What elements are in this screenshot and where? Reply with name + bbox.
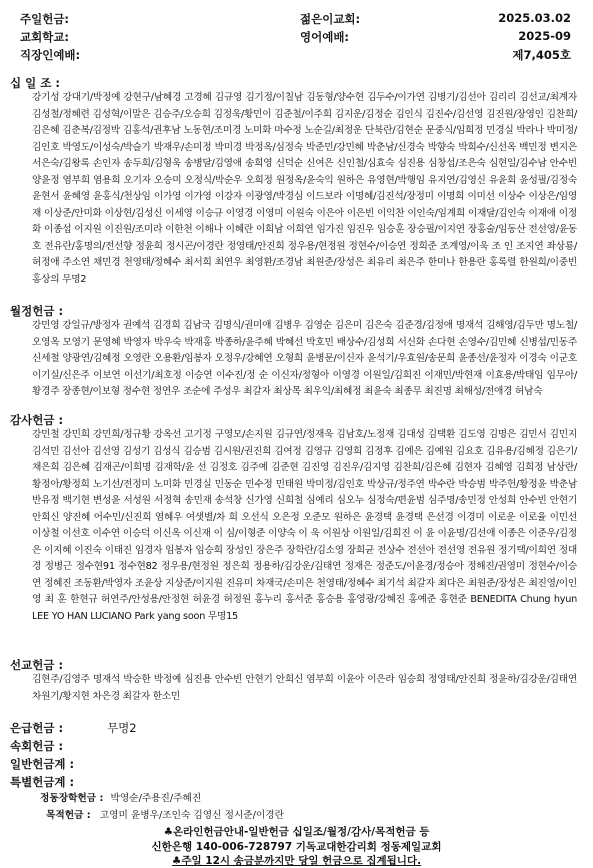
pension-row <box>10 720 137 736</box>
pension-value: 무명2 <box>107 721 137 735</box>
week-label: 2025-09 <box>518 29 571 43</box>
monthly-list: 강민영 강일규/방정자 권예석 김경희 김남국 김명식/권미애 김병우 김영순 김은미 김은숙 김준경/김정애 명재석 김해영/김두만 명노철/오영옥 모영기 문영혜 박영자 박우숙 박재홍 박종하/윤주혜 박혜선 박호민 배상수/김성희 서신화 손다현 손영수/김민혜 신병섭/민동주 신세철 양광연/김혜정 오영란 오용환/임봉자 오정우/강혜연 오형희 윤병문/이신자 윤석기/우효원/송문희 윤종선/윤정자 이경숙 이군호 이기실/신은주 이보연 이선기/최호정 이승연 이수진/정 순 이신자/정형아 이영경 이원일/김희진 이재민/박현재 이효용/박태임 임무아/황경주 장종현/이보형 정수현 정연우 조순에 주성우 최갈자 최상목 최우익/최혜정 최윤숙 최종무 최진명 최해성/전애경 허남숙 <box>32 320 578 397</box>
issue-number: 제7,405호 <box>512 48 571 62</box>
purpose-row <box>46 807 284 821</box>
header-row-2 <box>0 29 593 47</box>
mission-list: 김현주/김영주 명재석 박승한 박정예 심진용 안수빈 안현기 안희신 염부희 이윤아 이은라 임승희 정영태/안진희 정윤하/김강운/김태연 차원기/황지현 차은경 최갈자 한소민 <box>32 674 578 702</box>
pension-title: 은급헌금 : <box>10 721 64 735</box>
tithe-title: 십 일 조 : <box>10 76 60 90</box>
purpose-value: 고영미 윤병우/조인숙 김영신 정시준/이경란 <box>99 810 284 821</box>
monthly-title: 월정헌금 : <box>10 304 64 318</box>
scholarship-row <box>40 790 201 804</box>
scholarship-label: 정동장학헌금 : <box>40 793 104 804</box>
sunday-offering-label: 주일헌금: <box>20 12 70 26</box>
purpose-label: 목적헌금 : <box>46 810 91 821</box>
deadline-notice-text: ♣주일 12시 송금분까지만 당일 헌금으로 집계됩니다. <box>171 855 422 867</box>
youth-church-label: 젊은이교회: <box>300 12 361 26</box>
deadline-notice <box>0 853 593 868</box>
tithe-list: 강기성 강대기/박정예 강현구/남혜경 고경혜 김규영 김기정/이칠남 김동형/양수현 김두수/이가연 김병기/김선아 김리리 김선교/최계자 김성철/정혜련 김성혁/이말은 김승주/오승희 김정욱/황민이 김준철/이주희 김지운/김정순 김인식 김진수/김선영 김진원/장영인 김찬희/김은혜 김춘복/김정박 김홍석/권후남 노동현/조미경 노미화 마수정 노순길/최정운 단북란/김현순 문중식/임희정 민경실 박라나 박미정/김인호 박영도/이성숙/박슬기 박재우/손미정 박미경 박정옥/심정숙 박준민/강민혜 박춘남/신경숙 박향숙 박희수/신선옥 백민정 변지은 서은숙/김왕록 손인자 송두희/김형욱 송병달/김영애 송희영 신덕순 신여은 신인철/심효숙 심진용 심창섭/조은숙 심현일/김수남 안수빈 양윤정 염부희 염용희 오기자 오승미 오정식/박순우 오희정 원정옥/윤숙익 원하은 유영현/박행임 유지연/김영신 유윤희 윤성필/김정숙 윤현서 윤혜영 윤홍식/천상임 이가영 이가영 이강자 이광영/박경심 이드보라 이명혜/김진석/장정미 이명희 이미선 이상수 이상은/임영재 이상준/안미화 이상현/김성신 이세영 이승규 이영경 이영미 이원숙 이은아 이은빈 이익찬 이인숙/임계희 이재달/김인숙 이재애 이정화 이종섭 이지원 이진원/조미라 이한천 이해나 이혜란 이희남 이희연 임가진 임진우 임승훈 장승필/이지연 장홍술/임동산 전선영/윤동호 전유란/홍명의/전선향 정윤희 정시곤/이경란 정영태/안진희 정우용/현정원 정현수/이승연 정희준 조계영/이욱 조 인 조지연 좌상룡/허정애 주소연 채민경 천영태/정혜수 최서희 최연우 최영환/조경남 최원준/장성은 최유리 최은주 한미나 한용란 홍록렬 한원희/이중빈 홍상의 무명2 <box>32 92 577 285</box>
english-worship-label: 영어예배: <box>300 30 350 44</box>
header-row-3 <box>0 47 593 65</box>
special-total-title: 특별헌금계 : <box>10 775 75 789</box>
workers-worship-label: 직장인예배: <box>20 48 81 62</box>
church-school-label: 교회학교: <box>20 30 70 44</box>
bank-account-info: 신한은행 140-006-728797 기독교대한감리회 정동제일교회 <box>151 841 442 853</box>
thanks-list: 강민철 강민희 강민희/정규황 강옥선 고기정 구영모/손지원 김규연/정재욱 김남호/노정재 김대성 김택환 김도영 김명은 김민서 김민지 김석민 김선아 김선영 김성기 김성식 김승범 김시원/권진희 김여정 김영규 김영희 김정후 김예은 김예원 김요호 김유용/김혜정 김은기/채은희 김은혜 김재곤/이희명 김재학/윤 선 김정호 김주예 김준현 김진영 김진우/김지영 김찬희/김은혜 김현자 김혜영 김희정 남상란/황정아/황정희 노기선/전정미 노미화 민경실 민동순 민수정 민태원 박미정/김인호 박상규/정주연 박수란 박승범 박주헌/황정윤 박춘남 반유정 백기현 변성윤 서성원 서정혁 송민재 송석창 신가영 신희철 심예리 심오누 심정숙/편윤범 심주명/송민정 안성희 안수빈 안현기 안희신 양진혜 어수민/신진희 염혜우 여샛별/차 희 오선식 오은정 오준모 원하은 윤경택 윤경택 은선경 이경미 이로운 이로율 이민선 이상철 이선호 이수연 이승덕 이신옥 이신재 이 심/이형준 이양숙 이 욱 이원상 이원일/김희진 이 윤 이윤명/김선애 이종은 이준우/김정은 이지혜 이진숙 이태진 임경자 임봉자 임승희 장성인 장은주 장학란/김소영 장희균 전상수 전선아 전선영 전유원 정기택/이희연 정대경 정병근 정수현91 정수현82 정우용/현정원 정은희 정용하/김강운/김태연 정재은 정준도/이윤경/정승아 정해진/권영미 정현수/이승연 정혜진 조동환/박영자 조윤상 지상준/이지원 진유미 차재국/손미은 천영태/정혜수 최기석 최갈자 최다은 최원준/장성은 최진영/이인영 최 훈 한현규 허연주/안성용/안정현 허윤경 허정원 홍누리 홍서준 홍승용 홍영광/강혜진 홍예준 홍현준 BENEDITA Chung hyun LEE YO HAN LUCIANO Park yang soon 무명15 <box>32 429 578 622</box>
scholarship-value: 박영순/주용진/주혜진 <box>110 793 202 804</box>
header-row-1 <box>0 11 593 29</box>
mission-title: 선교헌금 : <box>10 658 64 672</box>
online-offering-notice: ♣온라인헌금안내-일반헌금 십일조/월정/감사/목적헌금 등 <box>163 826 430 838</box>
cell-offering-title: 속회헌금 : <box>10 739 64 753</box>
general-total-title: 일반헌금계 : <box>10 757 75 771</box>
date-label: 2025.03.02 <box>498 11 571 25</box>
thanks-title: 감사헌금 : <box>10 413 64 427</box>
